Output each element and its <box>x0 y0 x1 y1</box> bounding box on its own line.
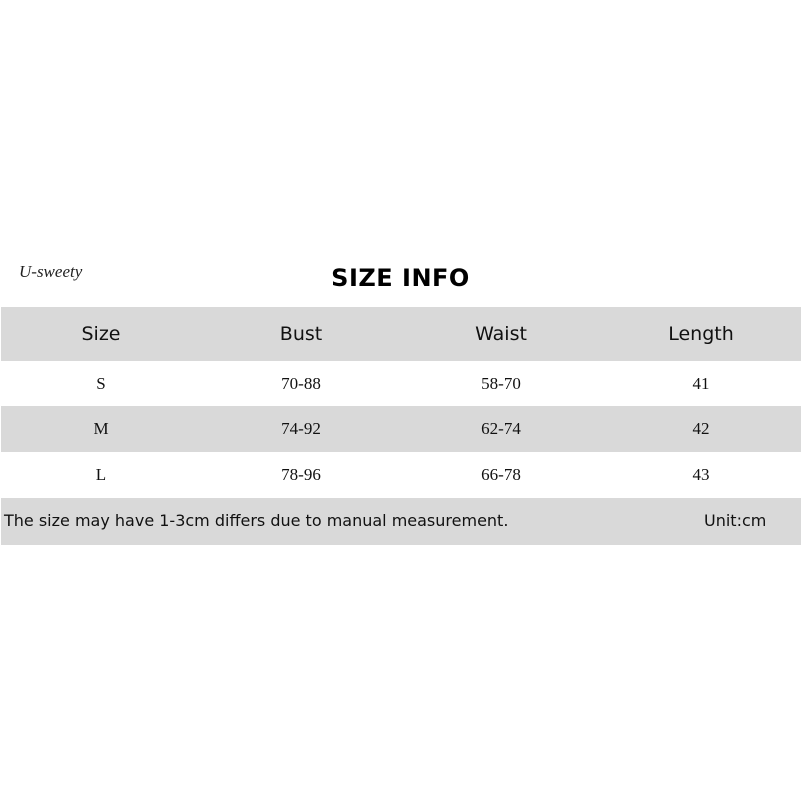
cell-length: 42 <box>692 419 710 438</box>
cell-bust: 74-92 <box>281 419 321 438</box>
cell-bust: 78-96 <box>281 465 321 484</box>
cell-waist: 62-74 <box>481 419 521 438</box>
footer-band <box>1 498 801 545</box>
column-header-length: Length <box>668 323 734 345</box>
table-row <box>1 452 801 498</box>
page-title: SIZE INFO <box>331 264 470 292</box>
size-table <box>1 307 801 498</box>
measurement-note: The size may have 1-3cm differs due to manual measurement. <box>4 511 509 530</box>
cell-waist: 58-70 <box>481 373 521 393</box>
table-header-row <box>1 307 801 361</box>
unit-label: Unit:cm <box>704 511 767 530</box>
cell-size: M <box>93 419 109 438</box>
table-row <box>1 406 801 452</box>
column-header-bust: Bust <box>279 323 323 345</box>
column-header-waist: Waist <box>475 323 527 345</box>
brand-logo: U-sweety <box>19 262 83 281</box>
table-row <box>1 361 801 406</box>
column-header-size: Size <box>81 323 121 345</box>
cell-size: L <box>95 465 107 484</box>
cell-bust: 70-88 <box>281 373 321 393</box>
cell-length: 43 <box>692 465 710 484</box>
cell-length: 41 <box>692 373 710 393</box>
cell-waist: 66-78 <box>481 465 521 484</box>
cell-size: S <box>96 373 106 393</box>
